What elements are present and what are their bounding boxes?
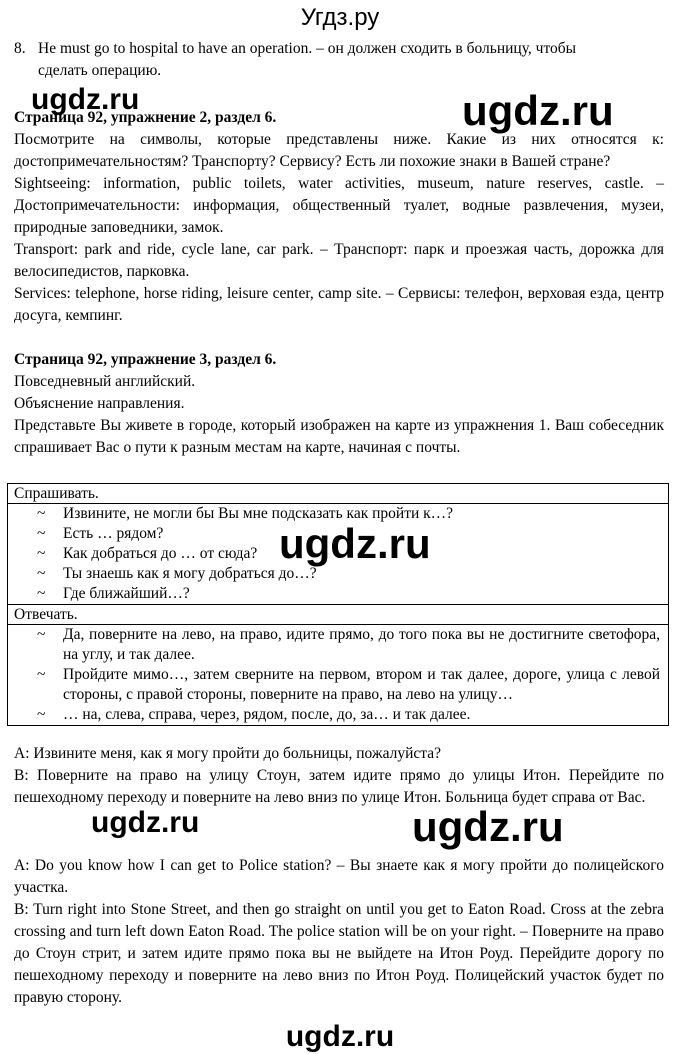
tilde-bullet: ~ [37, 706, 46, 723]
ask-heading: Спрашивать. [8, 484, 669, 504]
item-8-text: He must go to hospital to have an operation. – он должен сходить в больницу, чтобы [38, 40, 577, 57]
watermark: ugdz.ru [279, 520, 431, 567]
tilde-bullet: ~ [37, 585, 46, 602]
dialogue-1-answer: В: Поверните на право на улицу Стоун, затем идите прямо до улицы Итон. Перейдите по пешеходному переходу и поверните на лево вниз по улице Итон. Больница будет справа от Вас. [14, 767, 664, 806]
answer-heading: Отвечать. [8, 605, 669, 625]
dialogue-2-question: A: Do you know how I can get to Police station? – Вы знаете как я могу пройти до полицейского участка. [14, 857, 664, 896]
transport-paragraph: Transport: park and ride, cycle lane, car park. – Транспорт: парк и проезжая часть, дорожка для велосипедистов, парковка. [14, 241, 664, 280]
dialogue-1-question: А: Извините меня, как я могу пройти до больницы, пожалуйста? [14, 745, 442, 762]
directions-line: Объяснение направления. [14, 395, 185, 412]
answer-list [8, 625, 669, 726]
tilde-bullet: ~ [37, 545, 46, 562]
answer-item-text: Пройдите мимо…, затем сверните на первом, втором и так далее, дороге, улица с левой стороны, с правой стороны, поверните на право, на лево на улицу… [63, 666, 660, 703]
watermark: ugdz.ru [91, 806, 200, 839]
answer-item [8, 625, 668, 665]
watermark: ugdz.ru [31, 83, 140, 116]
ask-item-text: Ты знаешь как я могу добраться до…? [63, 565, 317, 582]
everyday-english-line: Повседневный английский. [14, 373, 196, 390]
watermark: ugdz.ru [462, 87, 614, 134]
site-footer-watermark[interactable]: ugdz.ru [285, 1020, 395, 1053]
item-8 [14, 38, 664, 82]
ask-item-text: Есть … рядом? [63, 525, 164, 542]
exercise-2-heading: Страница 92, упражнение 2, раздел 6. [14, 109, 277, 126]
ask-item-text: Как добраться до … от сюда? [63, 545, 258, 562]
answer-item-text: Да, поверните на лево, на право, идите прямо, до того пока вы не достигните светофора, на углу, и так далее. [63, 626, 660, 663]
ask-item [8, 564, 668, 584]
tilde-bullet: ~ [37, 525, 46, 542]
site-header[interactable]: Угдз.ру [300, 4, 380, 31]
exercise-3-heading: Страница 92, упражнение 3, раздел 6. [14, 351, 277, 368]
answer-item [8, 665, 668, 705]
tilde-bullet: ~ [37, 505, 46, 522]
ask-item-text: Извините, не могли бы Вы мне подсказать как пройти к…? [63, 505, 454, 522]
services-paragraph: Services: telephone, horse riding, leisure center, camp site. – Сервисы: телефон, верховая езда, центр досуга, кемпинг. [14, 285, 664, 324]
answer-item [8, 705, 668, 725]
exercise-2-instructions: Посмотрите на символы, которые представлены ниже. Какие из них относятся к: достопримечательностям? Транспорту? Сервису? Есть ли похожие знаки в Вашей стране? [14, 131, 664, 170]
sightseeing-paragraph: Sightseeing: information, public toilets, water activities, museum, nature reserves, castle. – Достопримечательности: информация, общественный туалет, водные развлечения, музеи, природные заповедники, замок. [14, 175, 664, 236]
item-number: 8. [14, 40, 26, 57]
item-8-text-cont: сделать операцию. [38, 62, 162, 79]
exercise-3-intro: Представьте Вы живете в городе, который изображен на карте из упражнения 1. Ваш собеседник спрашивает Вас о пути к разным местам на карте, начиная с почты. [14, 417, 664, 456]
ask-item-text: Где ближайший…? [63, 585, 190, 602]
tilde-bullet: ~ [37, 666, 46, 683]
watermark: ugdz.ru [412, 803, 564, 850]
dialogue-2-answer: B: Turn right into Stone Street, and then go straight on until you get to Eaton Road. Cross at the zebra crossing and turn left down Eaton Road. The police station will be on your right. – Поверните на право до Стоун стрит, и затем идите прямо пока вы не выйдете на Итон Роуд. Перейдите дорогу по пешеходному переходу и поверните на лево вниз по Итон Роуд. Полицейский участок будет по правую сторону. [14, 901, 664, 1006]
tilde-bullet: ~ [37, 626, 46, 643]
ask-item [8, 584, 668, 604]
tilde-bullet: ~ [37, 565, 46, 582]
answer-item-text: … на, слева, справа, через, рядом, после, до, за… и так далее. [63, 706, 471, 723]
